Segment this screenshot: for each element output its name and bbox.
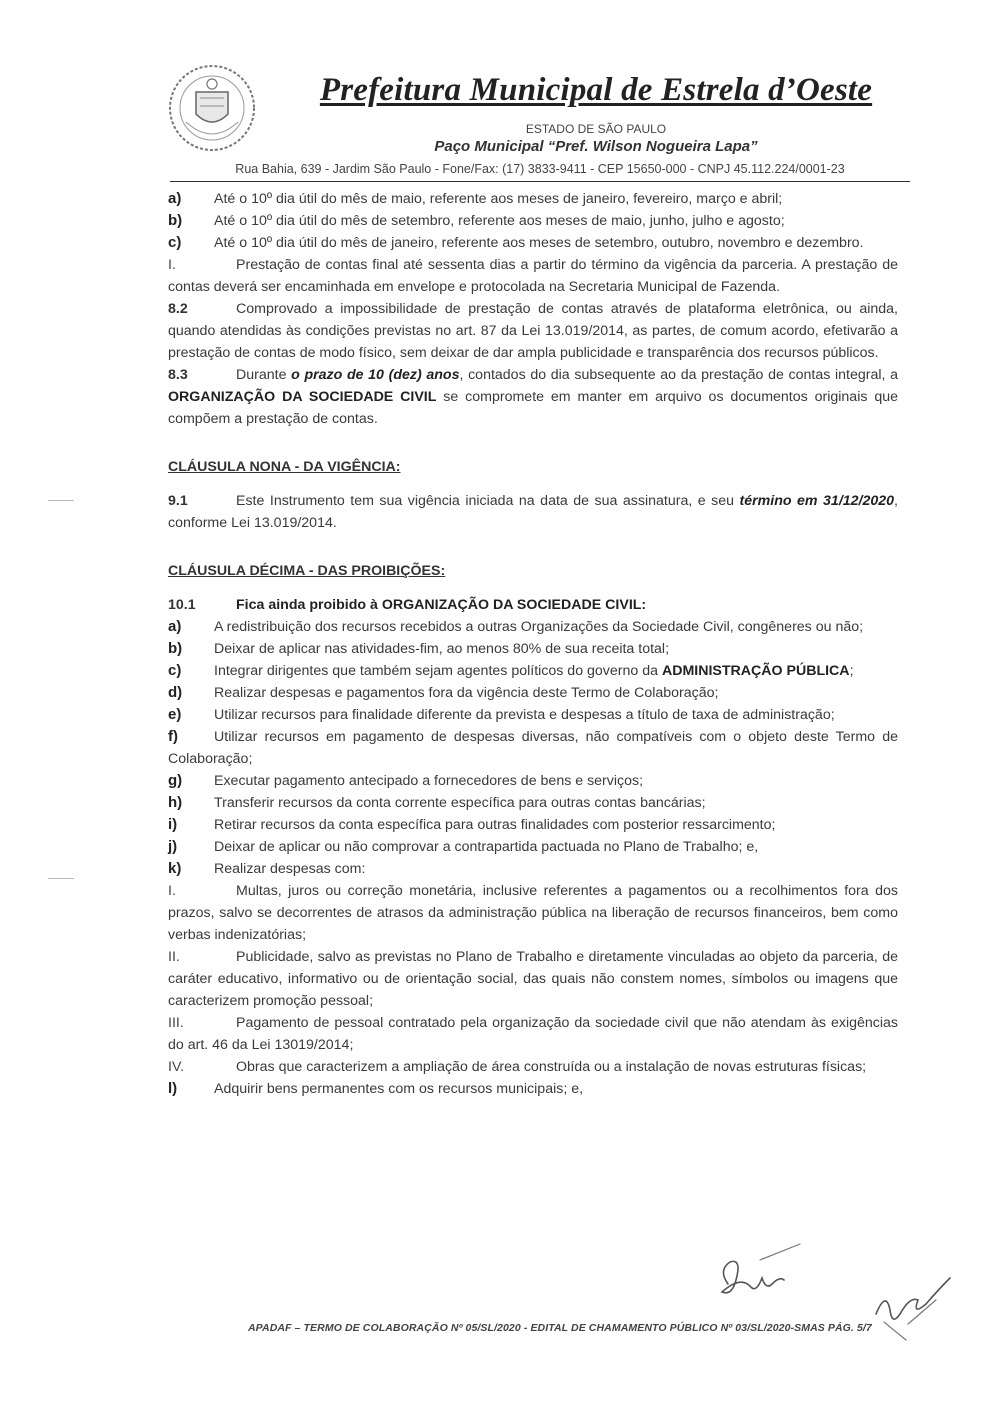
signature-rubric	[866, 1270, 966, 1350]
list-item: i) Retirar recursos da conta específica para outras finalidades com posterior ressarcimento;	[168, 816, 776, 833]
clause-9-1: 9.1 Este Instrumento tem sua vigência iniciada na data de sua assinatura, e seu término em 31/12/2020, conforme Lei 13.019/2014.	[168, 493, 898, 531]
list-item: a) Até o 10º dia útil do mês de maio, referente aos meses de janeiro, fevereiro, março e abril;	[168, 190, 783, 207]
signature-initials	[700, 1240, 810, 1320]
address-line: Rua Bahia, 639 - Jardim São Paulo - Fone/Fax: (17) 3833-9411 - CEP 15650-000 - CNPJ 45.112.224/0001-23	[235, 162, 845, 176]
list-item: f) Utilizar recursos em pagamento de despesas diversas, não compatíveis com o objeto deste Termo de Colaboração;	[168, 728, 898, 767]
clause-8-3: 8.3 Durante o prazo de 10 (dez) anos, contados do dia subsequente ao da prestação de contas integral, a ORGANIZAÇÃO DA SOCIEDADE CIVIL se compromete em manter em arquivo os documentos originais que compõem a prestação de contas.	[168, 367, 899, 427]
list-item: b) Deixar de aplicar nas atividades-fim, ao menos 80% de sua receita total;	[168, 640, 670, 657]
municipality-title: Prefeitura Municipal de Estrela d’Oeste	[319, 72, 873, 108]
document-body	[168, 188, 898, 1100]
state-name: ESTADO DE SÃO PAULO	[525, 122, 667, 136]
list-item: h) Transferir recursos da conta corrente específica para outras contas bancárias;	[168, 794, 706, 811]
scan-margin-mark	[48, 878, 74, 879]
list-item: l) Adquirir bens permanentes com os recursos municipais; e,	[168, 1080, 584, 1097]
list-item: b) Até o 10º dia útil do mês de setembro, referente aos meses de maio, junho, julho e agosto;	[168, 212, 785, 229]
header-divider	[170, 181, 910, 182]
list-item: e) Utilizar recursos para finalidade diferente da prevista e despesas a título de taxa de administração;	[168, 706, 835, 723]
clause-10-1: 10.1 Fica ainda proibido à ORGANIZAÇÃO DA SOCIEDADE CIVIL:	[168, 597, 647, 613]
clause-10-heading: CLÁUSULA DÉCIMA - DAS PROIBIÇÕES:	[168, 563, 446, 579]
list-item: c) Até o 10º dia útil do mês de janeiro, referente aos meses de setembro, outubro, novembro e dezembro.	[168, 234, 864, 251]
clause-9-heading: CLÁUSULA NONA - DA VIGÊNCIA:	[168, 459, 401, 475]
sub-item: II. Publicidade, salvo as previstas no Plano de Trabalho e diretamente vinculadas ao objeto da parceria, de caráter educativo, informativo ou de orientação social, das quais não constem nomes, símbolos ou imagens que caracterizem promoção pessoal;	[168, 949, 898, 1009]
list-item: d) Realizar despesas e pagamentos fora da vigência deste Termo de Colaboração;	[168, 684, 719, 701]
sub-item: III. Pagamento de pessoal contratado pela organização da sociedade civil que não atendam às exigências do art. 46 da Lei 13019/2014;	[168, 1015, 898, 1053]
list-item: k) Realizar despesas com:	[168, 860, 366, 877]
page-footer: APADAF – TERMO DE COLABORAÇÃO Nº 05/SL/2020 - EDITAL DE CHAMAMENTO PÚBLICO Nº 03/SL/2020-SMAS PÁG. 5/7	[248, 1322, 872, 1334]
municipal-palace-name: Paço Municipal “Pref. Wilson Nogueira Lapa”	[434, 138, 758, 155]
list-item: j) Deixar de aplicar ou não comprovar a contrapartida pactuada no Plano de Trabalho; e,	[168, 838, 759, 855]
paragraph-item-I: I. Prestação de contas final até sessenta dias a partir do término da vigência da parceria. A prestação de contas deverá ser encaminhada em envelope e protocolada na Secretaria Municipal de Fazenda.	[168, 257, 898, 295]
sub-item: I. Multas, juros ou correção monetária, inclusive referentes a pagamentos ou a recolhimentos fora dos prazos, salvo se decorrentes de atrasos da administração pública na liberação de recursos financeiros, bem como verbas indenizatórias;	[168, 883, 898, 943]
list-item: c) Integrar dirigentes que também sejam agentes políticos do governo da ADMINISTRAÇÃO PÚBLICA;	[168, 662, 854, 679]
list-item: g) Executar pagamento antecipado a fornecedores de bens e serviços;	[168, 772, 644, 789]
scan-margin-mark	[48, 500, 74, 501]
municipal-seal-logo	[166, 62, 258, 154]
sub-item: IV. Obras que caracterizem a ampliação de área construída ou a instalação de novas estruturas físicas;	[168, 1059, 867, 1075]
clause-8-2: 8.2 Comprovado a impossibilidade de prestação de contas através de plataforma eletrônica, ou ainda, quando atendidas às condições previstas no art. 87 da Lei 13.019/2014, as partes, de comum acordo, efetivarão a prestação de contas de modo físico, sem deixar de dar ampla publicidade e transparência dos recursos públicos.	[168, 301, 898, 361]
list-item: a) A redistribuição dos recursos recebidos a outras Organizações da Sociedade Civil, congêneres ou não;	[168, 618, 864, 635]
